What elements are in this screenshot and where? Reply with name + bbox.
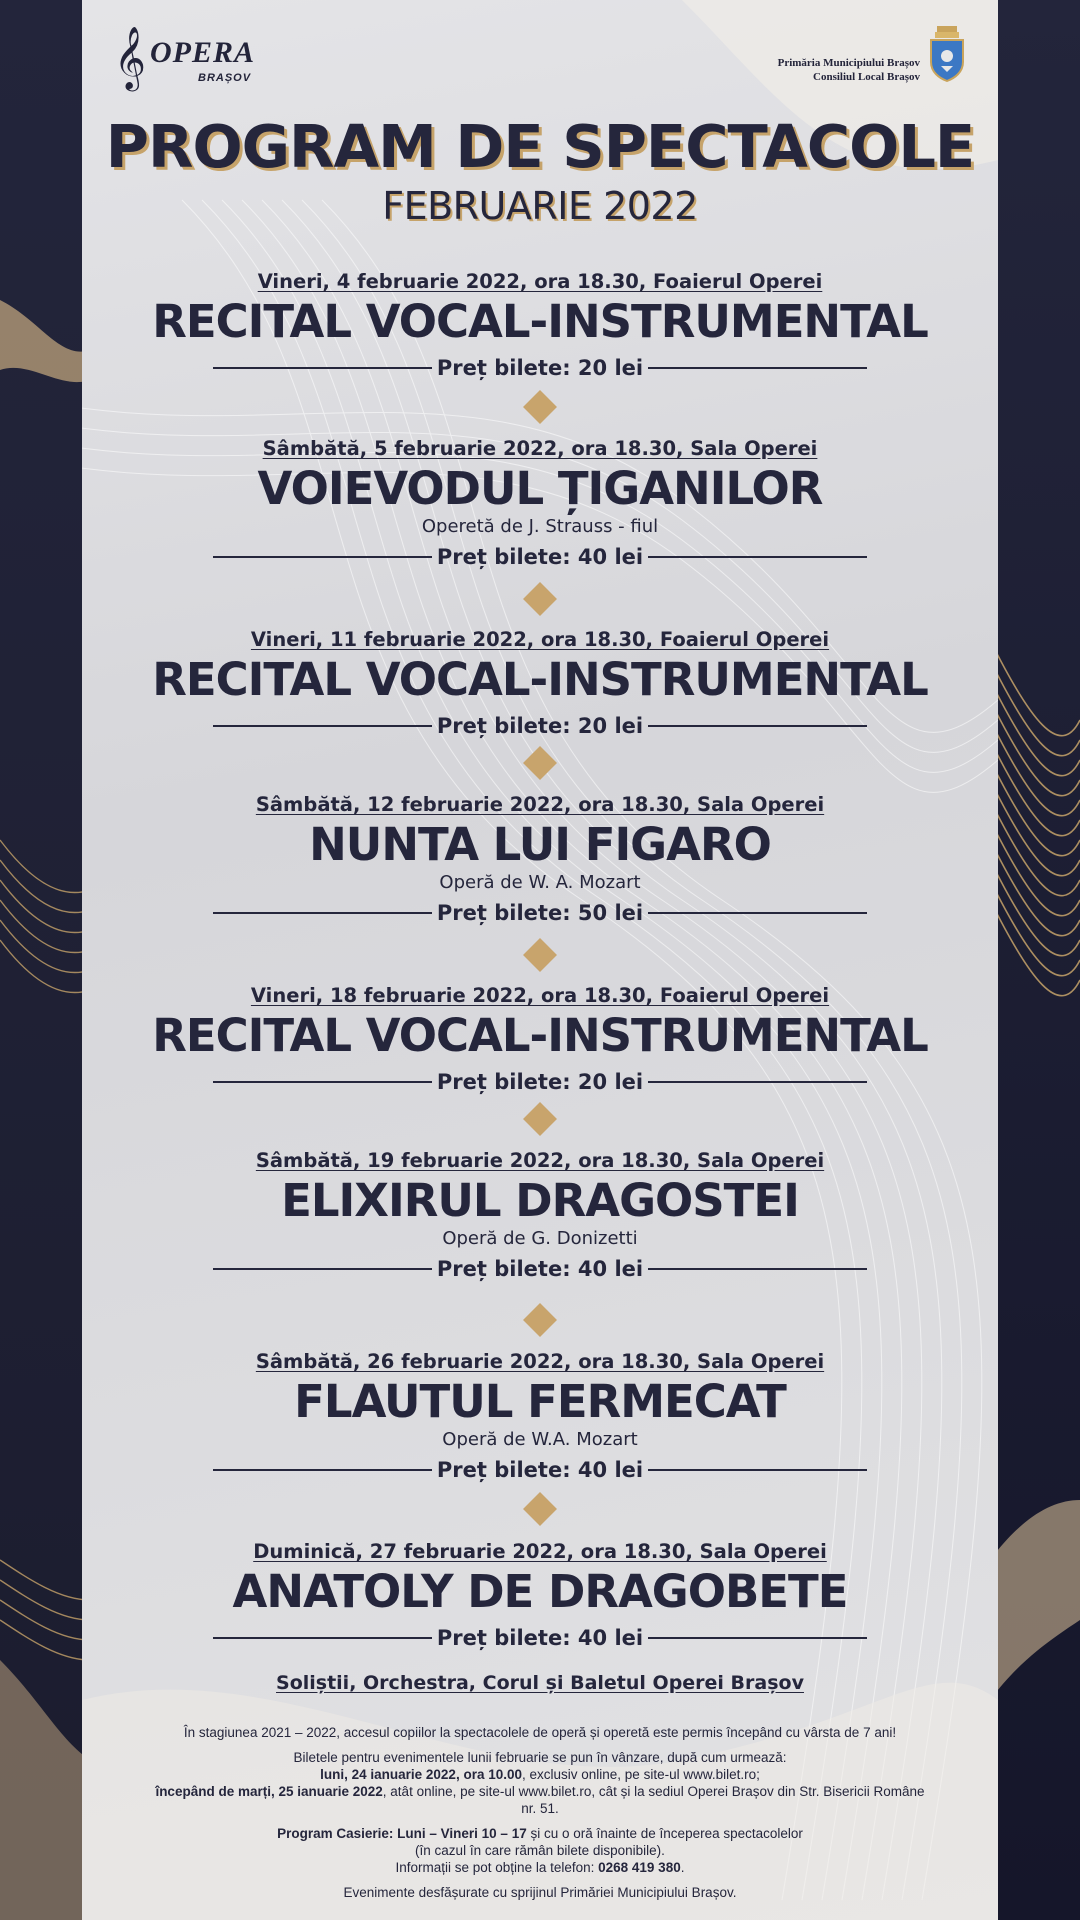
divider-line bbox=[213, 1637, 432, 1639]
gold-wave-decoration-left bbox=[0, 0, 90, 1920]
divider-line bbox=[648, 1637, 867, 1639]
divider-line bbox=[648, 912, 867, 914]
price-row bbox=[82, 1453, 998, 1487]
divider-line bbox=[648, 1268, 867, 1270]
event-title: RECITAL VOCAL-INSTRUMENTAL bbox=[152, 653, 928, 706]
box-office-hours-text: și cu o oră înainte de începerea spectacolelor bbox=[526, 1826, 803, 1841]
event-price: Preț bilete: 50 lei bbox=[436, 901, 644, 925]
price-row bbox=[82, 896, 998, 930]
box-office-info bbox=[150, 1825, 930, 1876]
event-price: Preț bilete: 20 lei bbox=[436, 356, 644, 380]
event-6 bbox=[82, 1149, 998, 1286]
page-subtitle: FEBRUARIE 2022 bbox=[382, 184, 698, 228]
box-office-hours bbox=[150, 1825, 930, 1842]
phone-end: . bbox=[680, 1860, 685, 1875]
brasov-crest-icon bbox=[927, 26, 967, 82]
price-row bbox=[82, 540, 998, 574]
event-title: RECITAL VOCAL-INSTRUMENTAL bbox=[152, 1009, 928, 1062]
phone-number: 0268 419 380 bbox=[598, 1860, 681, 1875]
event-title: FLAUTUL FERMECAT bbox=[294, 1375, 786, 1428]
divider-line bbox=[648, 725, 867, 727]
event-7 bbox=[82, 1350, 998, 1487]
online-sale-text: , exclusiv online, pe site-ul www.bilet.ro; bbox=[522, 1767, 760, 1782]
event-date: Sâmbătă, 26 februarie 2022, ora 18.30, Sala Operei bbox=[255, 1350, 825, 1373]
event-2 bbox=[82, 437, 998, 574]
event-subtitle: Operă de W.A. Mozart bbox=[442, 1429, 638, 1450]
box-office-hours-bold: Program Casierie: Luni – Vineri 10 – 17 bbox=[277, 1826, 527, 1841]
box-office-note: (în cazul în care rămân bilete disponibile). bbox=[415, 1843, 665, 1858]
phone-info bbox=[150, 1859, 930, 1876]
event-3 bbox=[82, 628, 998, 743]
sponsor-text bbox=[778, 56, 920, 84]
event-date: Duminică, 27 februarie 2022, ora 18.30, Sala Operei bbox=[253, 1540, 827, 1563]
divider-line bbox=[213, 1081, 432, 1083]
event-price: Preț bilete: 40 lei bbox=[436, 1626, 644, 1650]
divider-line bbox=[648, 556, 867, 558]
ticket-sales-info bbox=[150, 1749, 930, 1817]
event-title: ANATOLY DE DRAGOBETE bbox=[232, 1565, 848, 1618]
event-price: Preț bilete: 40 lei bbox=[436, 545, 644, 569]
performers-credits: Soliștii, Orchestra, Corul și Baletul Operei Brașov bbox=[276, 1672, 804, 1694]
event-date: Vineri, 18 februarie 2022, ora 18.30, Foaierul Operei bbox=[250, 984, 830, 1007]
event-price: Preț bilete: 40 lei bbox=[436, 1257, 644, 1281]
divider-line bbox=[213, 725, 432, 727]
divider-line bbox=[213, 1469, 432, 1471]
event-price: Preț bilete: 20 lei bbox=[436, 714, 644, 738]
event-title: ELIXIRUL DRAGOSTEI bbox=[281, 1174, 799, 1227]
divider-line bbox=[213, 912, 432, 914]
event-date: Sâmbătă, 12 februarie 2022, ora 18.30, Sala Operei bbox=[255, 793, 825, 816]
event-price: Preț bilete: 20 lei bbox=[436, 1070, 644, 1094]
online-sale-date: luni, 24 ianuarie 2022, ora 10.00 bbox=[320, 1767, 522, 1782]
event-subtitle: Operetă de J. Strauss - fiul bbox=[421, 516, 659, 537]
event-subtitle: Operă de W. A. Mozart bbox=[439, 872, 641, 893]
ticket-sales-line bbox=[150, 1766, 930, 1783]
price-row bbox=[82, 709, 998, 743]
phone-label: Informații se pot obține la telefon: bbox=[395, 1860, 599, 1875]
page-title: PROGRAM DE SPECTACOLE bbox=[105, 112, 975, 181]
sponsor-line-1: Primăria Municipiului Brașov bbox=[777, 57, 920, 69]
support-note: Evenimente desfășurate cu sprijinul Primăriei Municipiului Brașov. bbox=[343, 1885, 737, 1900]
box-office-sale-text: , atât online, pe site-ul www.bilet.ro, cât și la sediul Operei Brașov din Str. Bisericii Române nr. 51. bbox=[382, 1784, 925, 1816]
logo-sub-text: BRAȘOV bbox=[198, 72, 252, 84]
ticket-sales-line bbox=[150, 1783, 930, 1817]
logo-main-text: OPERA bbox=[150, 36, 256, 69]
event-date: Sâmbătă, 5 februarie 2022, ora 18.30, Sala Operei bbox=[262, 437, 818, 460]
box-office-sale-date: începând de marți, 25 ianuarie 2022 bbox=[155, 1784, 383, 1799]
divider-line bbox=[648, 1469, 867, 1471]
divider-line bbox=[213, 1268, 432, 1270]
divider-line bbox=[213, 556, 432, 558]
divider-line bbox=[648, 1081, 867, 1083]
divider-line bbox=[648, 367, 867, 369]
event-date: Vineri, 4 februarie 2022, ora 18.30, Foaierul Operei bbox=[257, 270, 823, 293]
sponsor-line-2: Consiliul Local Brașov bbox=[813, 71, 920, 83]
ticket-sales-line: Biletele pentru evenimentele lunii februarie se pun în vânzare, după cum urmează: bbox=[293, 1750, 787, 1765]
price-row bbox=[82, 1065, 998, 1099]
price-row bbox=[82, 1252, 998, 1286]
treble-clef-icon: 𝄞 bbox=[114, 26, 146, 89]
opera-brasov-logo bbox=[114, 28, 264, 90]
event-title: RECITAL VOCAL-INSTRUMENTAL bbox=[152, 295, 928, 348]
age-notice: În stagiunea 2021 – 2022, accesul copiilor la spectacolele de operă și operetă este permis începând cu vârsta de 7 ani! bbox=[183, 1725, 897, 1740]
event-4 bbox=[82, 793, 998, 930]
event-8 bbox=[82, 1540, 998, 1655]
event-date: Sâmbătă, 19 februarie 2022, ora 18.30, Sala Operei bbox=[255, 1149, 825, 1172]
divider-line bbox=[213, 367, 432, 369]
event-date: Vineri, 11 februarie 2022, ora 18.30, Foaierul Operei bbox=[250, 628, 830, 651]
price-row bbox=[82, 351, 998, 385]
gold-wave-decoration-right bbox=[990, 0, 1080, 1920]
event-5 bbox=[82, 984, 998, 1099]
event-subtitle: Operă de G. Donizetti bbox=[442, 1228, 638, 1249]
event-title: VOIEVODUL ȚIGANILOR bbox=[257, 462, 823, 515]
event-title: NUNTA LUI FIGARO bbox=[309, 818, 771, 871]
price-row bbox=[82, 1621, 998, 1655]
event-price: Preț bilete: 40 lei bbox=[436, 1458, 644, 1482]
event-1 bbox=[82, 270, 998, 385]
